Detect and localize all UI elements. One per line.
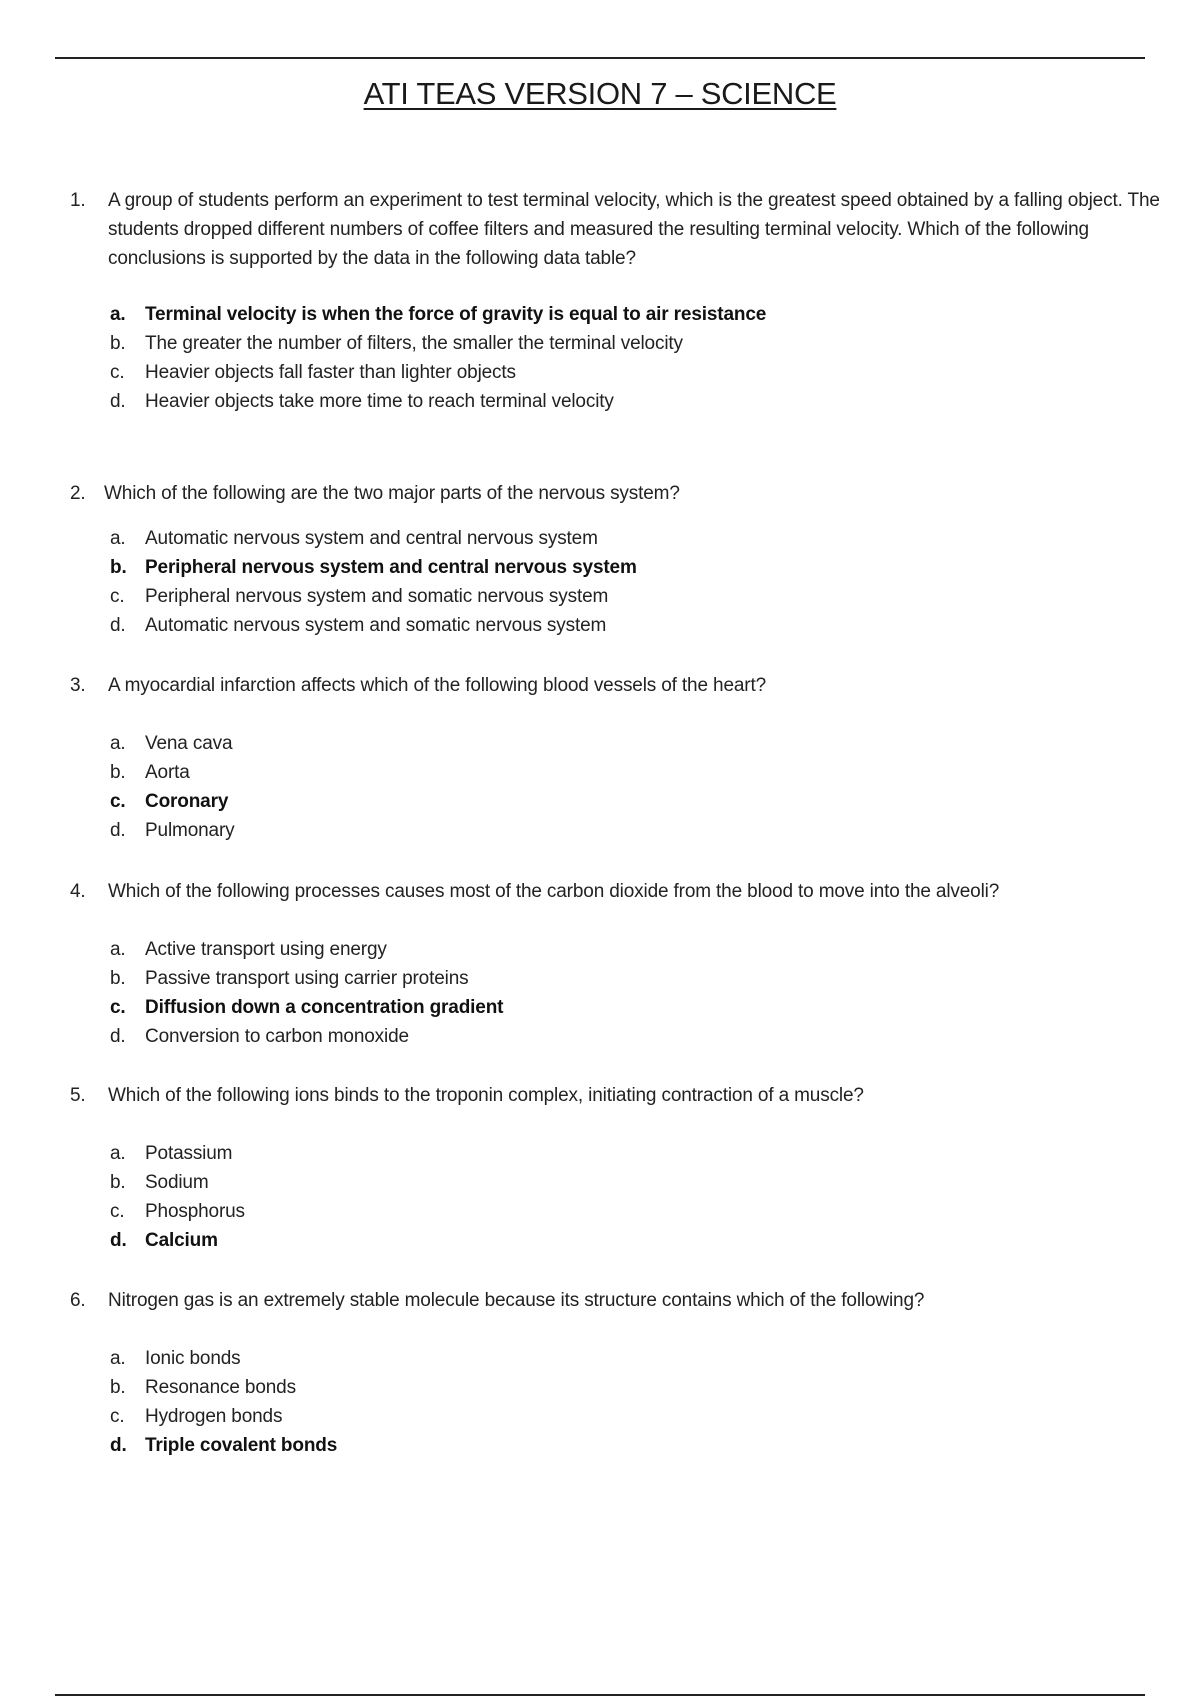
option-d xyxy=(108,816,1200,845)
option-letter: b. xyxy=(110,762,126,783)
question-6 xyxy=(70,1286,1165,1460)
question-text: Which of the following processes causes most of the carbon dioxide from the blood to move into the alveoli? xyxy=(108,881,1000,902)
question-stem xyxy=(70,671,1165,700)
option-d xyxy=(108,1022,1200,1051)
option-c xyxy=(108,1197,1200,1226)
option-letter: a. xyxy=(110,939,126,960)
bottom-rule xyxy=(55,1694,1145,1696)
option-letter: c. xyxy=(110,586,125,607)
question-text: Which of the following ions binds to the troponin complex, initiating contraction of a muscle? xyxy=(108,1085,864,1106)
option-b xyxy=(108,553,1200,582)
question-number: 2. xyxy=(70,483,86,504)
options-list xyxy=(108,1139,1200,1255)
question-2 xyxy=(70,479,1165,640)
question-stem xyxy=(70,1081,1165,1110)
options-list xyxy=(108,1344,1200,1460)
option-letter: b. xyxy=(110,333,126,354)
option-text: Conversion to carbon monoxide xyxy=(145,1026,409,1047)
option-letter: b. xyxy=(110,1172,126,1193)
option-b xyxy=(108,964,1200,993)
option-a xyxy=(108,1344,1200,1373)
option-c xyxy=(108,787,1200,816)
option-text: Potassium xyxy=(145,1143,233,1164)
option-text: Vena cava xyxy=(145,733,233,754)
option-letter: c. xyxy=(110,997,126,1018)
option-d xyxy=(108,1226,1200,1255)
options-list xyxy=(108,300,1200,416)
option-letter: b. xyxy=(110,557,127,578)
option-text: Hydrogen bonds xyxy=(145,1406,283,1427)
question-5 xyxy=(70,1081,1165,1255)
option-text: Pulmonary xyxy=(145,820,235,841)
option-letter: d. xyxy=(110,615,126,636)
options-list xyxy=(108,524,1200,640)
option-d xyxy=(108,387,1200,416)
question-3 xyxy=(70,671,1165,845)
question-stem xyxy=(70,479,1165,508)
question-1 xyxy=(70,186,1165,416)
option-text: Sodium xyxy=(145,1172,209,1193)
question-number: 5. xyxy=(70,1085,86,1106)
question-number: 1. xyxy=(70,190,86,211)
option-text: Coronary xyxy=(145,791,229,812)
option-text: Aorta xyxy=(145,762,190,783)
option-text: Terminal velocity is when the force of gravity is equal to air resistance xyxy=(145,304,767,325)
question-stem xyxy=(70,186,1165,273)
option-letter: d. xyxy=(110,1026,126,1047)
option-text: Diffusion down a concentration gradient xyxy=(145,997,504,1018)
option-letter: d. xyxy=(110,820,126,841)
option-text: Peripheral nervous system and somatic nervous system xyxy=(145,586,609,607)
option-letter: c. xyxy=(110,1406,125,1427)
option-b xyxy=(108,758,1200,787)
option-letter: d. xyxy=(110,391,126,412)
option-a xyxy=(108,935,1200,964)
option-letter: d. xyxy=(110,1435,127,1456)
options-list xyxy=(108,729,1200,845)
option-letter: b. xyxy=(110,1377,126,1398)
option-text: Passive transport using carrier proteins xyxy=(145,968,469,989)
question-4 xyxy=(70,877,1165,1051)
option-letter: b. xyxy=(110,968,126,989)
question-stem xyxy=(70,1286,1165,1315)
option-text: Triple covalent bonds xyxy=(145,1435,338,1456)
option-a xyxy=(108,729,1200,758)
question-text: Nitrogen gas is an extremely stable molecule because its structure contains which of the following? xyxy=(108,1290,925,1311)
option-letter: a. xyxy=(110,1348,126,1369)
question-text: A myocardial infarction affects which of the following blood vessels of the heart? xyxy=(108,675,766,696)
question-number: 6. xyxy=(70,1290,86,1311)
option-a xyxy=(108,524,1200,553)
option-text: Automatic nervous system and somatic nervous system xyxy=(145,615,607,636)
option-text: Heavier objects take more time to reach terminal velocity xyxy=(145,391,614,412)
question-text: Which of the following are the two major parts of the nervous system? xyxy=(104,483,680,504)
option-letter: d. xyxy=(110,1230,127,1251)
option-b xyxy=(108,1168,1200,1197)
option-text: Peripheral nervous system and central nervous system xyxy=(145,557,637,578)
option-letter: a. xyxy=(110,733,126,754)
option-text: Phosphorus xyxy=(145,1201,245,1222)
option-c xyxy=(108,993,1200,1022)
option-text: Resonance bonds xyxy=(145,1377,296,1398)
option-a xyxy=(108,1139,1200,1168)
option-text: The greater the number of filters, the smaller the terminal velocity xyxy=(145,333,683,354)
option-a xyxy=(108,300,1200,329)
question-number: 3. xyxy=(70,675,86,696)
option-c xyxy=(108,582,1200,611)
option-text: Active transport using energy xyxy=(145,939,387,960)
question-stem xyxy=(70,877,1165,906)
option-letter: c. xyxy=(110,362,125,383)
option-letter: a. xyxy=(110,528,126,549)
option-text: Ionic bonds xyxy=(145,1348,241,1369)
page-title: ATI TEAS VERSION 7 – SCIENCE xyxy=(363,76,837,111)
option-b xyxy=(108,1373,1200,1402)
option-letter: a. xyxy=(110,1143,126,1164)
question-text: A group of students perform an experiment to test terminal velocity, which is the greatest speed obtained by a falling object. The students dropped different numbers of coffee filters and measured the resulting terminal velocity. Which of the following conclusions is supported by the data in the following data table? xyxy=(108,190,1160,269)
option-letter: a. xyxy=(110,304,126,325)
top-rule xyxy=(55,57,1145,59)
option-text: Heavier objects fall faster than lighter objects xyxy=(145,362,516,383)
option-letter: c. xyxy=(110,1201,125,1222)
option-d xyxy=(108,611,1200,640)
option-letter: c. xyxy=(110,791,126,812)
option-c xyxy=(108,358,1200,387)
question-number: 4. xyxy=(70,881,86,902)
option-d xyxy=(108,1431,1200,1460)
option-text: Calcium xyxy=(145,1230,218,1251)
option-b xyxy=(108,329,1200,358)
option-text: Automatic nervous system and central nervous system xyxy=(145,528,598,549)
option-c xyxy=(108,1402,1200,1431)
options-list xyxy=(108,935,1200,1051)
